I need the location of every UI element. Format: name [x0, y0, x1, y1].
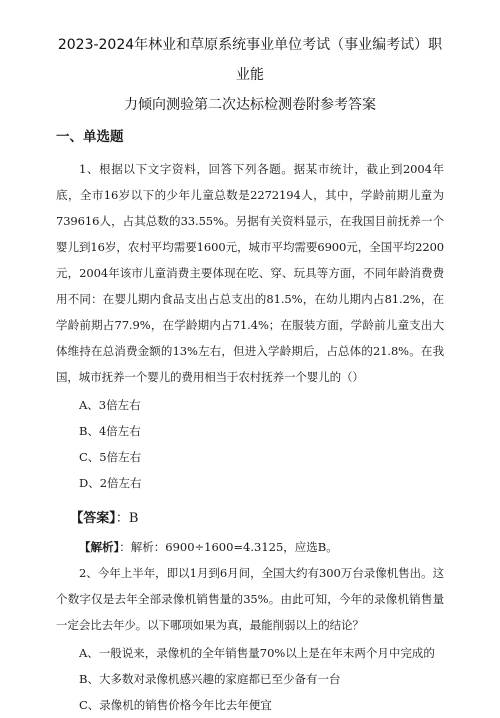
option-d: D、2倍左右	[79, 476, 142, 490]
title-line-1: 2023-2024年林业和草原系统事业单位考试（事业编考试）职业能	[57, 37, 443, 83]
option-b: B、大多数对录像机感兴趣的家庭都已至少备有一台	[79, 672, 341, 686]
answer-1	[56, 504, 444, 534]
option-c: C、录像机的销售价格今年比去年便宜	[79, 698, 272, 712]
option-a: A、一般说来，录像机的全年销售量70%以上是在年末两个月中完成的	[79, 646, 435, 660]
answer-label: 【答案】	[70, 511, 116, 526]
option-a: A、3倍左右	[79, 398, 141, 412]
explanation-label: 【解析】	[79, 540, 120, 554]
question-2-options	[56, 640, 444, 718]
question-2-text: 2、今年上半年，即以1月到6月间，全国大约有300万台录像机售出。这个数字仅是去年全部录像机销售量的35%。由此可知，今年的录像机销售量一定会比去年少。以下哪项如果为真，最能削弱以上的结论？	[56, 566, 444, 632]
option-c: C、5倍左右	[79, 450, 142, 464]
answer-value: ：B	[115, 511, 139, 526]
section-title: 一、单选题	[56, 129, 124, 145]
question-1-options	[56, 392, 444, 496]
explanation-text: ：解析：6900÷1600=4.3125，应选B。	[119, 540, 338, 554]
question-1-text: 1、根据以下文字资料，回答下列各题。据某市统计，截止到2004年底，全市16岁以下的少年儿童总数是2272194人，其中，学龄前期儿童为739616人，占其总数的33.55%。另据有关资料显示，在我国目前抚养一个婴儿到16岁，农村平均需要1600元，城市平均需要6900元，全国平均2200元，2004年该市儿童消费主要体现在吃、穿、玩具等方面，不同年龄消费费用不同：在婴儿期内食品支出占总支出的81.5%，在幼儿期内占81.2%，在学龄前期占77.9%，在学龄期内占71.4%；在服装方面，学龄前儿童支出大体维持在总消费金额的13%左右，但进入学龄期后，占总体的21.8%。在我国，城市抚养一个婴儿的费用相当于农村抚养一个婴儿的（）	[56, 162, 444, 384]
option-b: B、4倍左右	[79, 424, 141, 438]
document-title	[56, 0, 444, 120]
title-line-2: 力倾向测验第二次达标检测卷附参考答案	[124, 97, 376, 113]
explanation-1	[56, 534, 444, 560]
